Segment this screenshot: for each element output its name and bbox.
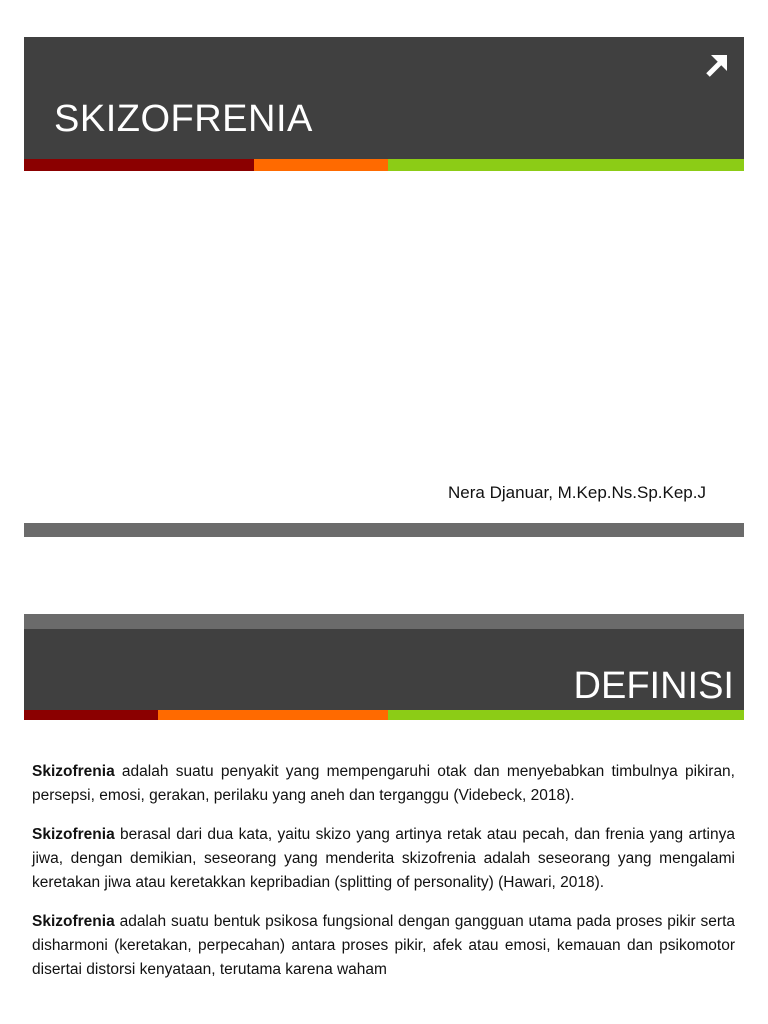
accent-stripes xyxy=(24,710,744,720)
paragraph-text: adalah suatu penyakit yang mempengaruhi otak dan menyebabkan timbulnya pikiran, persepsi, emosi, gerakan, perilaku yang aneh dan terganggu (Videbeck, 2018). xyxy=(32,763,735,804)
arrow-up-right-icon xyxy=(702,52,730,80)
accent-stripes xyxy=(24,159,744,171)
slide-top-bar xyxy=(24,614,744,629)
definition-paragraph xyxy=(32,910,735,982)
stripe-orange xyxy=(158,710,388,720)
stripe-green xyxy=(388,710,744,720)
definition-body xyxy=(32,760,735,997)
term: Skizofrenia xyxy=(32,913,115,930)
definition-paragraph xyxy=(32,823,735,895)
slide-footer-bar xyxy=(24,523,744,537)
term: Skizofrenia xyxy=(32,763,115,780)
paragraph-text: berasal dari dua kata, yaitu skizo yang artinya retak atau pecah, dan frenia yang artinya jiwa, dengan demikian, seseorang yang menderita skizofrenia adalah seseorang yang mengalami keretakan jiwa atau keretakkan kepribadian (splitting of personality) (Hawari, 2018). xyxy=(32,826,735,891)
slide-title: DEFINISI xyxy=(573,665,734,707)
title-slide xyxy=(24,37,744,537)
author-name: Nera Djanuar, M.Kep.Ns.Sp.Kep.J xyxy=(448,483,706,502)
paragraph-text: adalah suatu bentuk psikosa fungsional dengan gangguan utama pada proses pikir serta disharmoni (keretakan, perpecahan) antara proses pikir, afek atau emosi, kemauan dan psikomotor disertai distorsi kenyataan, terutama karena waham xyxy=(32,913,735,978)
slide-title: SKIZOFRENIA xyxy=(54,98,313,140)
term: Skizofrenia xyxy=(32,826,115,843)
definition-paragraph xyxy=(32,760,735,808)
slide-header xyxy=(24,37,744,159)
definition-slide xyxy=(24,614,744,1024)
stripe-red xyxy=(24,159,254,171)
slide-header xyxy=(24,629,744,710)
stripe-green xyxy=(388,159,744,171)
stripe-red xyxy=(24,710,158,720)
stripe-orange xyxy=(254,159,388,171)
